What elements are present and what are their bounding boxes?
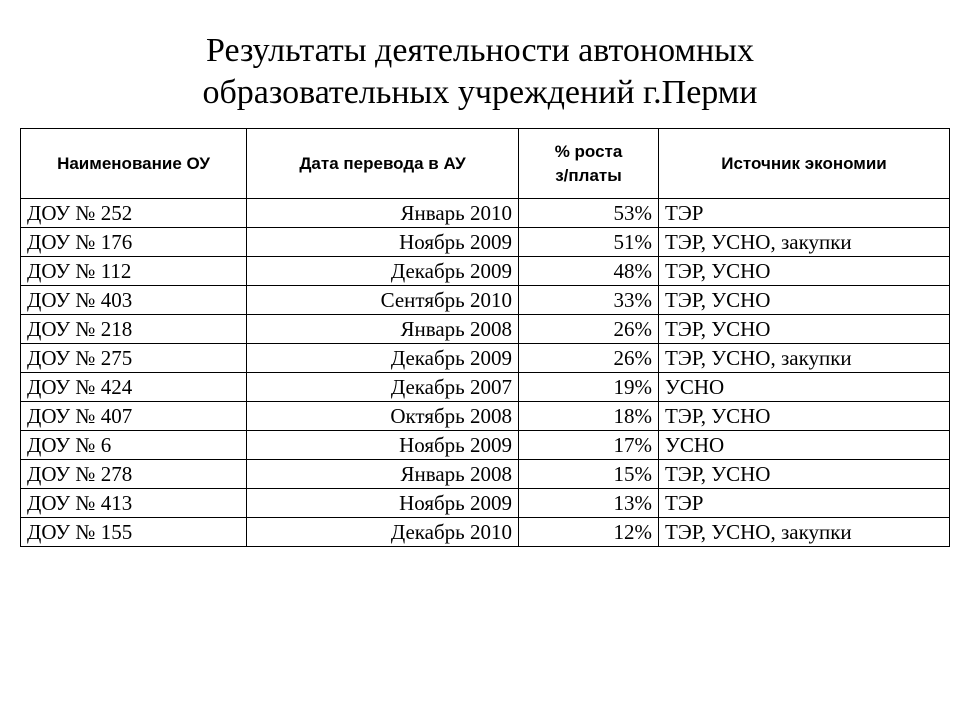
cell-source: ТЭР: [659, 199, 950, 228]
cell-pct: 12%: [519, 518, 659, 547]
cell-date: Ноябрь 2009: [247, 489, 519, 518]
cell-source: УСНО: [659, 431, 950, 460]
header-source: Источник экономии: [659, 129, 950, 199]
cell-name: ДОУ № 407: [21, 402, 247, 431]
header-date: Дата перевода в АУ: [247, 129, 519, 199]
table-row: [21, 460, 950, 489]
cell-name: ДОУ № 403: [21, 286, 247, 315]
header-name: Наименование ОУ: [21, 129, 247, 199]
cell-source: ТЭР, УСНО: [659, 402, 950, 431]
table-row: [21, 489, 950, 518]
cell-date: Январь 2010: [247, 199, 519, 228]
cell-date: Январь 2008: [247, 460, 519, 489]
cell-pct: 48%: [519, 257, 659, 286]
table-row: [21, 431, 950, 460]
header-pct-line-2: з/платы: [555, 165, 622, 185]
table-row: [21, 286, 950, 315]
cell-date: Декабрь 2010: [247, 518, 519, 547]
cell-date: Ноябрь 2009: [247, 431, 519, 460]
cell-name: ДОУ № 218: [21, 315, 247, 344]
cell-date: Декабрь 2007: [247, 373, 519, 402]
table-row: [21, 257, 950, 286]
results-table: [20, 128, 950, 547]
cell-source: ТЭР, УСНО: [659, 286, 950, 315]
cell-name: ДОУ № 424: [21, 373, 247, 402]
cell-pct: 15%: [519, 460, 659, 489]
cell-pct: 18%: [519, 402, 659, 431]
cell-date: Сентябрь 2010: [247, 286, 519, 315]
cell-pct: 51%: [519, 228, 659, 257]
header-pct: [519, 129, 659, 199]
header-pct-line-1: % роста: [554, 141, 623, 161]
cell-name: ДОУ № 6: [21, 431, 247, 460]
cell-name: ДОУ № 176: [21, 228, 247, 257]
table-row: [21, 402, 950, 431]
cell-date: Ноябрь 2009: [247, 228, 519, 257]
cell-source: ТЭР, УСНО: [659, 460, 950, 489]
cell-pct: 13%: [519, 489, 659, 518]
cell-source: УСНО: [659, 373, 950, 402]
cell-date: Декабрь 2009: [247, 257, 519, 286]
table-row: [21, 373, 950, 402]
cell-pct: 26%: [519, 344, 659, 373]
cell-pct: 33%: [519, 286, 659, 315]
cell-pct: 19%: [519, 373, 659, 402]
table-row: [21, 228, 950, 257]
title-line-2: образовательных учреждений г.Перми: [202, 74, 758, 111]
cell-source: ТЭР, УСНО: [659, 315, 950, 344]
cell-source: ТЭР, УСНО, закупки: [659, 228, 950, 257]
table-header-row: [21, 129, 950, 199]
cell-name: ДОУ № 252: [21, 199, 247, 228]
cell-date: Январь 2008: [247, 315, 519, 344]
cell-source: ТЭР, УСНО, закупки: [659, 344, 950, 373]
cell-name: ДОУ № 278: [21, 460, 247, 489]
cell-pct: 17%: [519, 431, 659, 460]
table-row: [21, 344, 950, 373]
cell-name: ДОУ № 275: [21, 344, 247, 373]
cell-source: ТЭР, УСНО, закупки: [659, 518, 950, 547]
page-title: [0, 30, 960, 114]
cell-name: ДОУ № 413: [21, 489, 247, 518]
table-row: [21, 199, 950, 228]
table-row: [21, 518, 950, 547]
cell-source: ТЭР: [659, 489, 950, 518]
cell-name: ДОУ № 155: [21, 518, 247, 547]
cell-name: ДОУ № 112: [21, 257, 247, 286]
cell-pct: 26%: [519, 315, 659, 344]
table-body: [21, 199, 950, 547]
cell-pct: 53%: [519, 199, 659, 228]
title-line-1: Результаты деятельности автономных: [205, 32, 754, 69]
cell-date: Декабрь 2009: [247, 344, 519, 373]
cell-source: ТЭР, УСНО: [659, 257, 950, 286]
cell-date: Октябрь 2008: [247, 402, 519, 431]
table-row: [21, 315, 950, 344]
